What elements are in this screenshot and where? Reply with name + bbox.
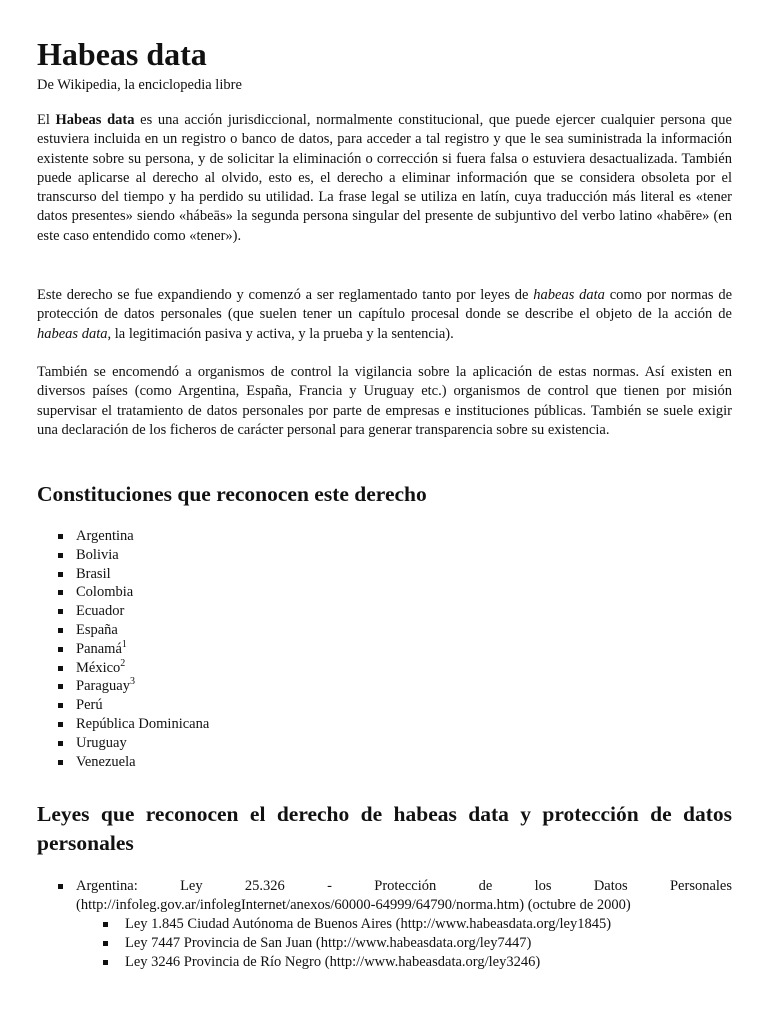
law-word: Ley	[180, 878, 203, 894]
section-heading-leyes: Leyes que reconocen el derecho de habeas data y protección de datos personales	[37, 802, 732, 855]
footnote-link[interactable]: 2	[120, 657, 126, 669]
country-name: República Dominicana	[76, 715, 210, 732]
bullet-icon	[58, 572, 63, 577]
country-name: España	[76, 621, 118, 638]
law-word: los	[534, 878, 552, 894]
list-item	[58, 546, 209, 565]
law-word: Datos	[593, 878, 628, 894]
country-name: Brasil	[76, 565, 111, 582]
bullet-icon	[58, 884, 63, 889]
law-word: Argentina:	[76, 878, 138, 894]
sub-law-text[interactable]: Ley 1.845 Ciudad Autónoma de Buenos Aires (http://www.habeasdata.org/ley1845)	[125, 916, 612, 932]
bullet-icon	[103, 960, 108, 965]
sub-laws-list	[76, 915, 732, 972]
control-paragraph: También se encomendó a organismos de control la vigilancia sobre la aplicación de estas normas. Así existen en diversos países (como Argentina, España, Francia y Uruguay etc.) organismos de control que tienen por misión supervisar el tratamiento de datos personales por parte de empresas e instituciones públicas. También se suele exigir una declaración de los ficheros de carácter personal para generar transparencia sobre su existencia.	[37, 364, 732, 438]
list-item	[58, 621, 209, 640]
history-text-c: , la legitimación pasiva y activa, y la prueba y la sentencia).	[107, 325, 454, 342]
bullet-icon	[58, 609, 63, 614]
list-item	[58, 753, 209, 772]
country-name: Argentina	[76, 528, 134, 544]
sub-list-item	[103, 915, 732, 934]
list-item	[58, 677, 209, 696]
intro-paragraph	[37, 111, 732, 246]
intro-text-start: El	[37, 112, 56, 128]
bullet-icon	[58, 534, 63, 539]
bullet-icon	[58, 666, 63, 671]
law-title-line	[76, 877, 732, 896]
list-item	[58, 696, 209, 715]
term-bold: Habeas data	[55, 112, 135, 128]
term-italic-1: habeas data	[533, 287, 605, 303]
law-word: Personales	[669, 878, 732, 894]
footnote-link[interactable]: 1	[121, 638, 127, 650]
bullet-icon	[58, 722, 63, 727]
country-name: Colombia	[76, 584, 134, 601]
country-name: Bolivia	[76, 546, 119, 563]
list-item-argentina	[58, 877, 732, 972]
bullet-icon	[58, 647, 63, 652]
list-item	[58, 659, 209, 678]
law-word: 25.326	[244, 878, 285, 894]
sub-law-text[interactable]: Ley 3246 Provincia de Río Negro (http://www.habeasdata.org/ley3246)	[125, 954, 541, 970]
intro-text-rest: es una acción jurisdiccional, normalmente constitucional, que puede ejercer cualquier persona que estuviera incluida en un registro o banco de datos, para acceder a tal registro y que le sea suministrada la información existente sobre su persona, y de solicitar la eliminación o corrección si fuera falsa o estuviera desactualizada. También puede aplicarse al derecho al olvido, esto es, el derecho a eliminar información que se considera obsoleta por el transcurso del tiempo y ha perdido su utilidad. La frase legal se utiliza en latín, cuya traducción más literal es «tener datos presentes» siendo «hábeās» la segunda persona singular del presente de subjuntivo del verbo latino «habēre» (en este caso entendido como «tener»).	[37, 112, 732, 244]
bullet-icon	[103, 922, 108, 927]
list-item	[58, 583, 209, 602]
sub-list-item	[103, 953, 732, 972]
history-text-a: Este derecho se fue expandiendo y comenzó a ser reglamentado tanto por leyes de	[37, 287, 534, 303]
bullet-icon	[58, 741, 63, 746]
section-heading-constituciones: Constituciones que reconocen este derecho	[37, 482, 427, 506]
sub-law-text[interactable]: Ley 7447 Provincia de San Juan (http://www.habeasdata.org/ley7447)	[125, 935, 532, 951]
footnote-link[interactable]: 3	[129, 676, 135, 688]
page-title: Habeas data	[37, 36, 207, 72]
list-item	[58, 734, 209, 753]
country-name: México	[76, 659, 121, 676]
countries-list	[58, 527, 209, 771]
laws-list	[58, 877, 732, 972]
country-name: Uruguay	[76, 734, 127, 751]
bullet-icon	[58, 703, 63, 708]
country-name: Ecuador	[76, 603, 125, 620]
country-name: Perú	[76, 697, 103, 714]
country-name: Venezuela	[76, 753, 136, 770]
bullet-icon	[58, 590, 63, 595]
list-item	[58, 565, 209, 584]
bullet-icon	[103, 941, 108, 946]
history-text-b: como por normas de protección de datos personales (que suelen tener un capítulo procesal donde se describe el objeto de la acción de	[37, 287, 733, 323]
term-italic-2: habeas data	[37, 325, 108, 342]
law-word: de	[478, 878, 493, 894]
list-item	[58, 527, 209, 546]
country-name: Panamá	[76, 640, 122, 657]
law-word: -	[327, 878, 332, 894]
bullet-icon	[58, 684, 63, 689]
bullet-icon	[58, 760, 63, 765]
law-word: Protección	[374, 878, 437, 894]
list-item	[58, 602, 209, 621]
page-subtitle: De Wikipedia, la enciclopedia libre	[37, 77, 242, 93]
list-item	[58, 640, 209, 659]
history-paragraph	[37, 286, 732, 344]
law-url-line[interactable]: (http://infoleg.gov.ar/infolegInternet/anexos/60000-64999/64790/norma.htm) (octubre de 2000)	[76, 897, 631, 913]
sub-list-item	[103, 934, 732, 953]
list-item	[58, 715, 209, 734]
bullet-icon	[58, 553, 63, 558]
country-name: Paraguay	[76, 678, 130, 695]
bullet-icon	[58, 628, 63, 633]
